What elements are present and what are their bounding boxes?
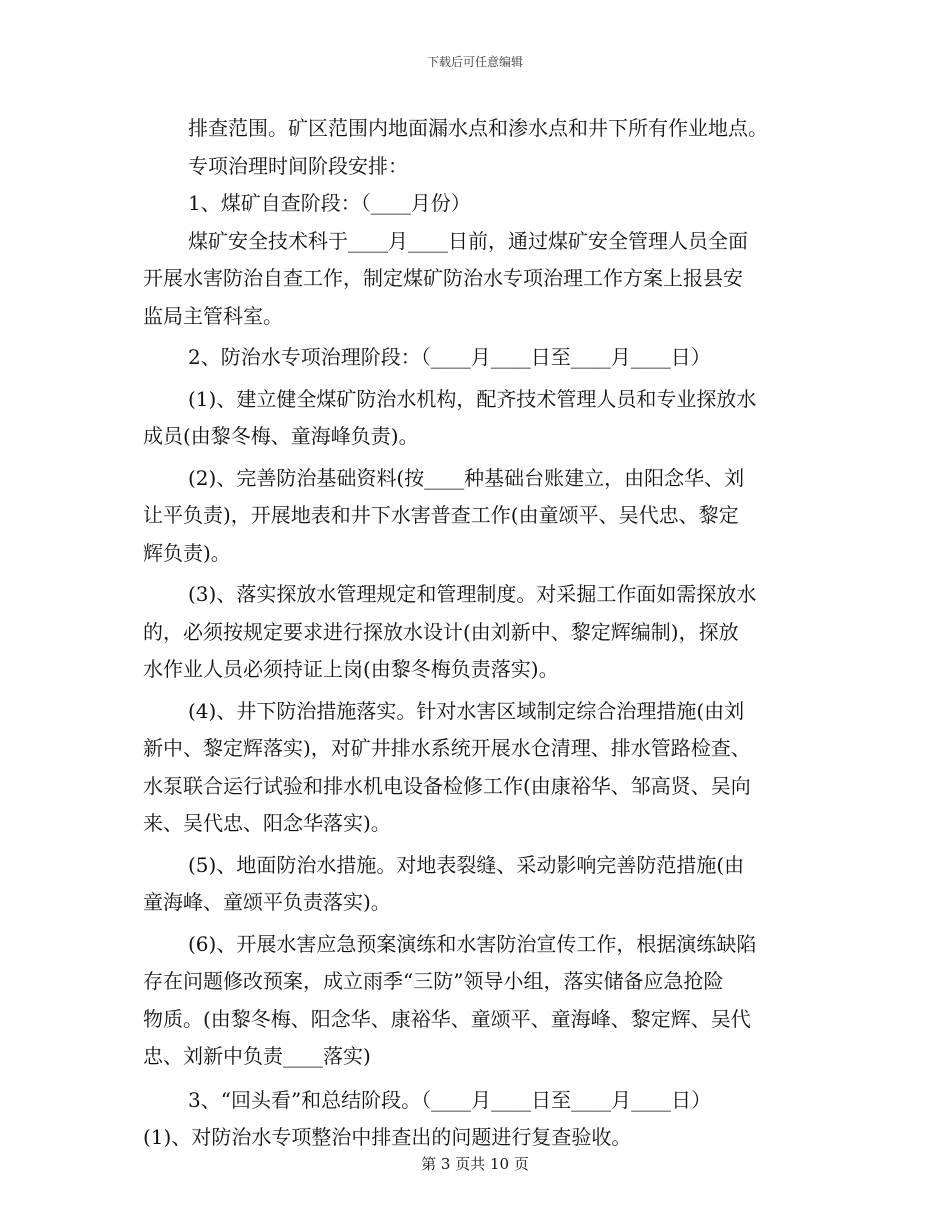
paragraph-line: 监局主管科室。 xyxy=(143,303,283,328)
paragraph-line: 专项治理时间阶段安排： xyxy=(188,153,408,178)
document-body xyxy=(143,110,811,1157)
list-item-line: 成员(由黎冬梅、童海峰负责)。 xyxy=(143,424,419,448)
list-item-line: 辉负责)。 xyxy=(143,540,231,565)
list-item-line: 水泵联合运行试验和排水机电设备检修工作(由康裕华、邹高贤、吴向 xyxy=(143,773,751,798)
section-heading: 3、“回头看”和总结阶段。（____月____日至____月____日） xyxy=(188,1087,712,1112)
section-heading: 2、防治水专项治理阶段：（____月____日至____月____日） xyxy=(188,345,711,369)
list-item-line: 新中、黎定辉落实)，对矿井排水系统开展水仓清理、排水管路检查、 xyxy=(143,736,751,760)
list-item-line: 来、吴代忠、阳念华落实)。 xyxy=(143,811,391,835)
list-item-line: 童海峰、童颂平负责落实)。 xyxy=(143,890,391,914)
paragraph-line: 开展水害防治自查工作，制定煤矿防治水专项治理工作方案上报县安 xyxy=(143,266,743,290)
list-item-line: (1)、对防治水专项整治中排查出的问题进行复查验收。 xyxy=(143,1125,632,1149)
list-item-line: (4)、井下防治措施落实。针对水害区域制定综合治理措施(由刘 xyxy=(188,698,745,723)
list-item-line: 物质。(由黎冬梅、阳念华、康裕华、童颂平、童海峰、黎定辉、吴代 xyxy=(143,1006,751,1031)
page-header: 下载后可任意编辑 xyxy=(426,55,523,69)
page-number: 第 3 页共 10 页 xyxy=(421,1155,529,1173)
list-item-line: (6)、开展水害应急预案演练和水害防治宣传工作，根据演练缺陷 xyxy=(188,931,757,956)
list-item-line: (3)、落实探放水管理规定和管理制度。对采掘工作面如需探放水 xyxy=(188,582,757,606)
section-heading: 1、煤矿自查阶段：（____月份） xyxy=(188,191,471,215)
list-item-line: 存在问题修改预案，成立雨季“三防”领导小组，落实储备应急抢险 xyxy=(143,969,724,993)
list-item-line: 水作业人员必须持证上岗(由黎冬梅负责落实)。 xyxy=(143,657,559,681)
list-item-line: 的，必须按规定要求进行探放水设计(由刘新中、黎定辉编制)，探放 xyxy=(143,619,739,644)
list-item-line: 让平负责)，开展地表和井下水害普查工作(由童颂平、吴代忠、黎定 xyxy=(143,503,739,527)
list-item-line: (2)、完善防治基础资料(按____种基础台账建立，由阳念华、刘 xyxy=(188,465,745,490)
list-item-line: 忠、刘新中负责____落实) xyxy=(143,1044,371,1068)
paragraph-line: 煤矿安全技术科于____月____日前，通过煤矿安全管理人员全面 xyxy=(188,228,748,253)
paragraph-line: 排查范围。矿区范围内地面漏水点和渗水点和井下所有作业地点。 xyxy=(188,116,768,140)
list-item-line: (5)、地面防治水措施。对地表裂缝、采动影响完善防范措施(由 xyxy=(188,852,745,877)
list-item-line: (1)、建立健全煤矿防治水机构，配齐技术管理人员和专业探放水 xyxy=(188,386,757,411)
